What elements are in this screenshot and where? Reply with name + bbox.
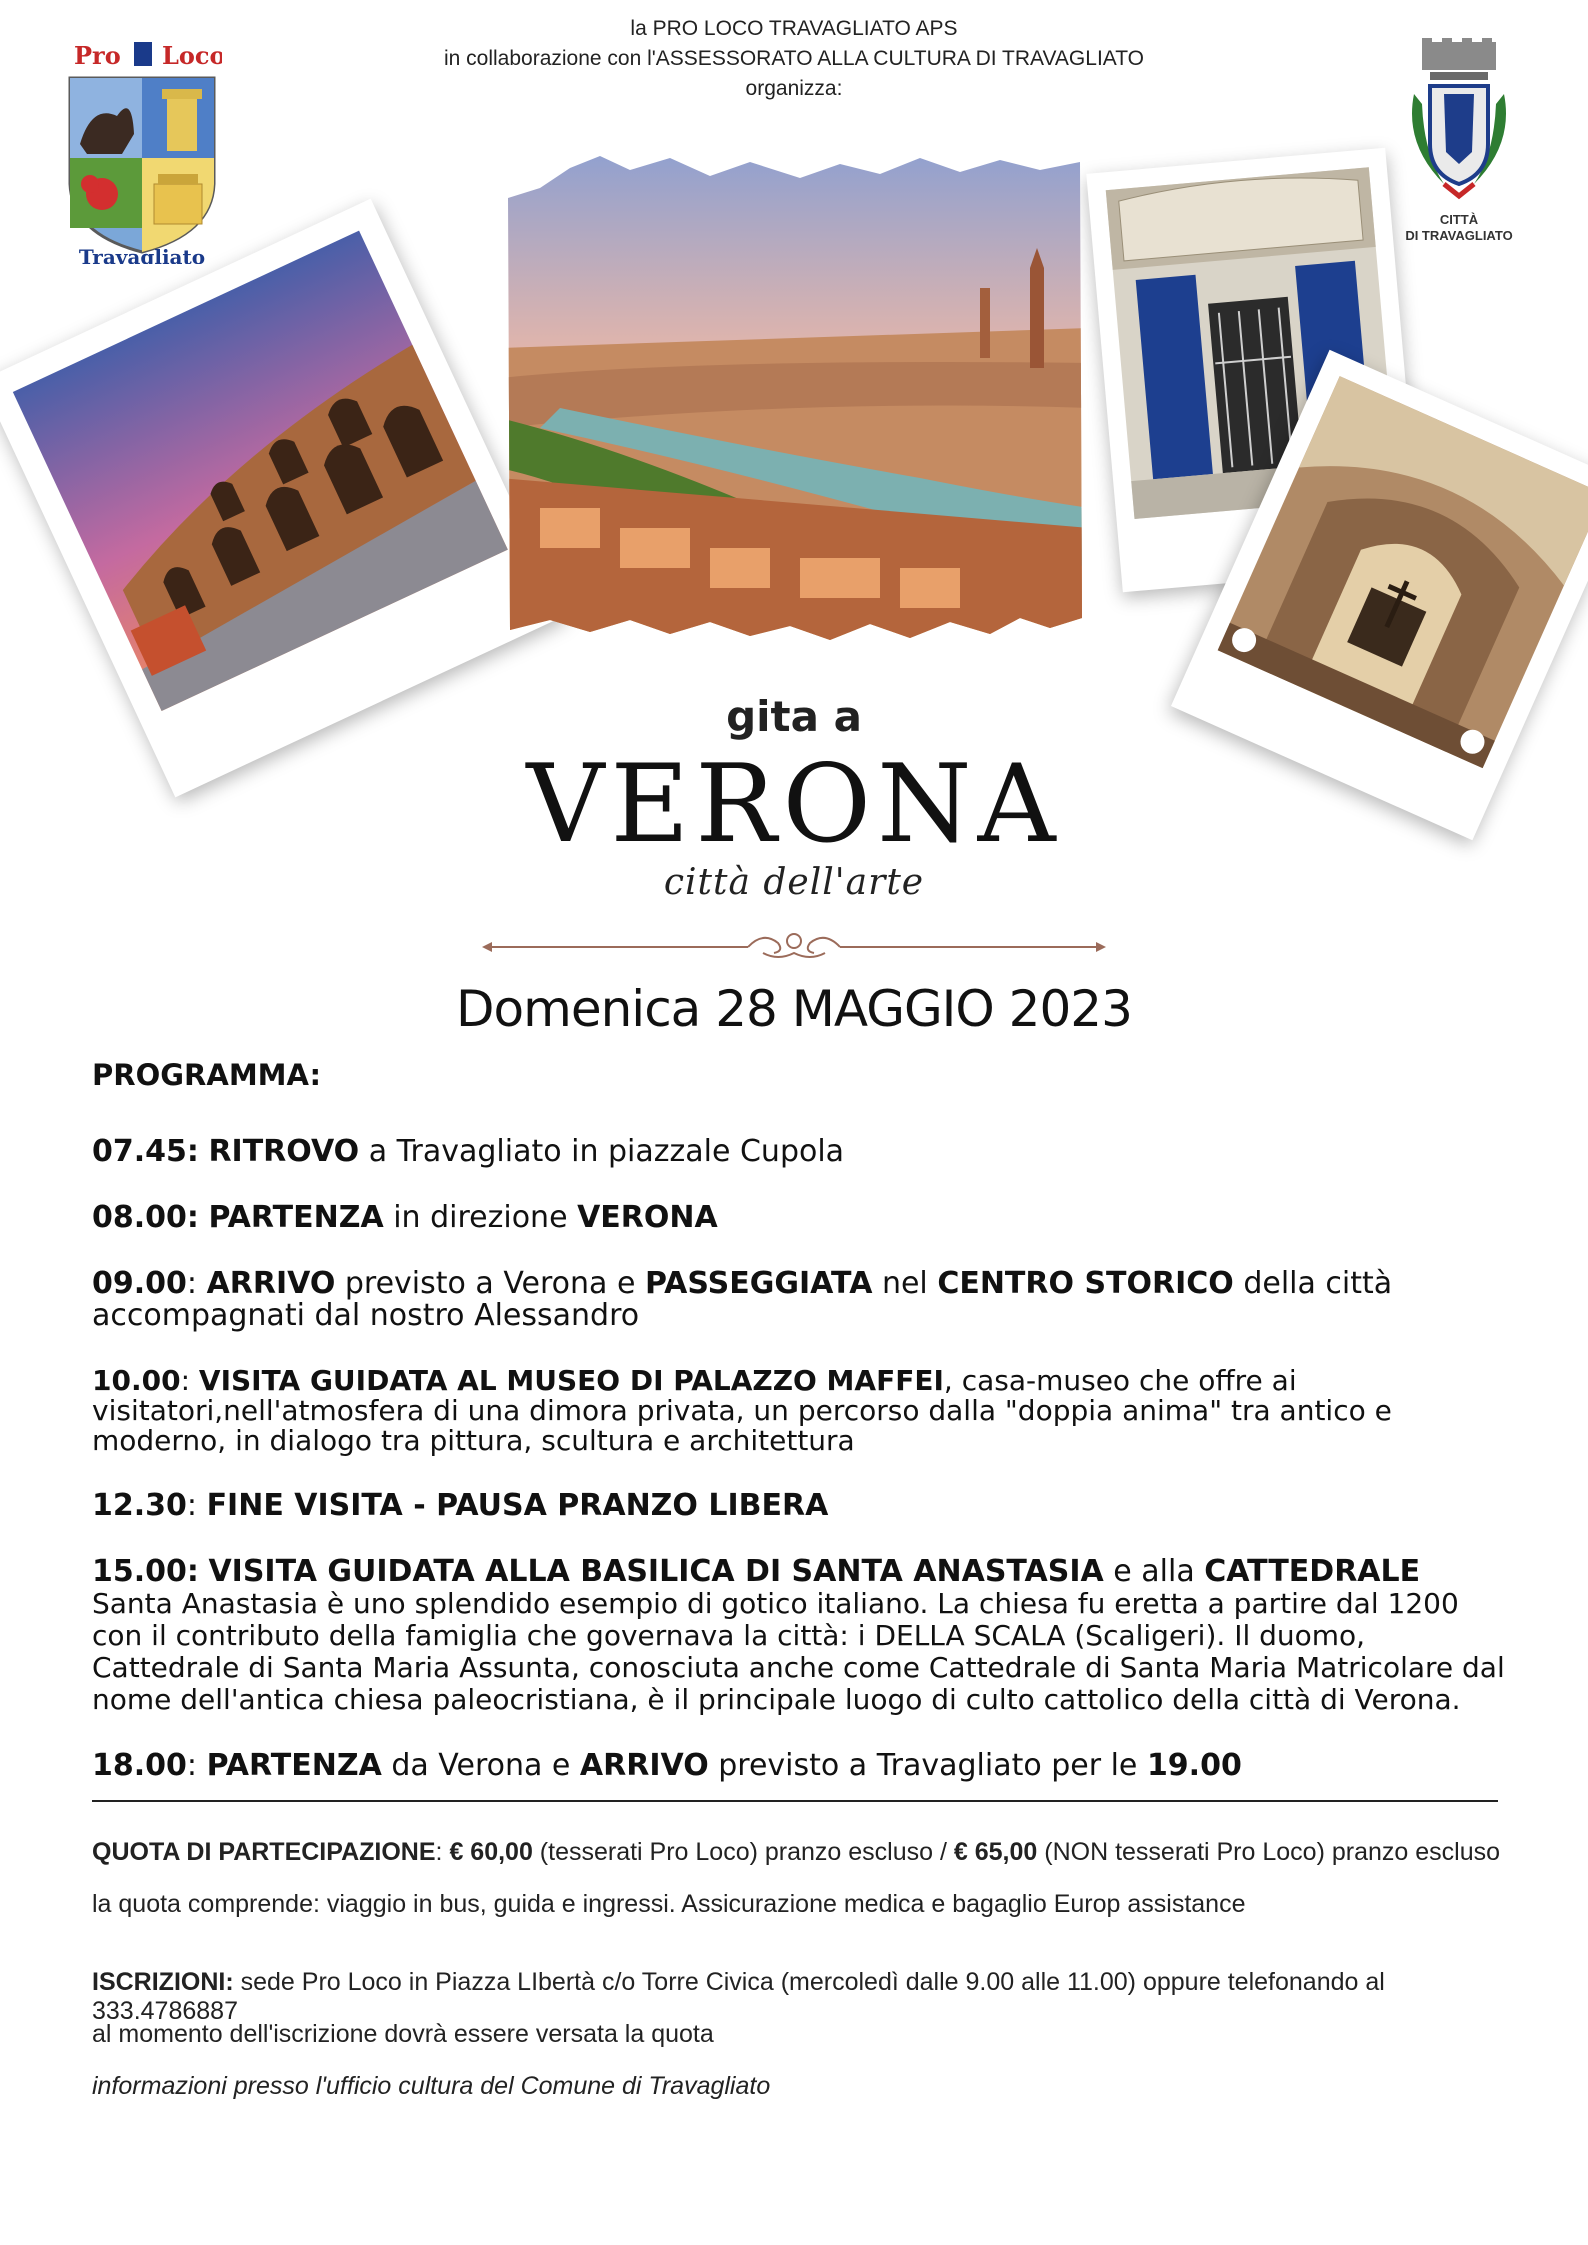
ornament-divider <box>478 925 1110 965</box>
title-pre: gita a <box>726 692 862 741</box>
program-list <box>92 1136 1512 1816</box>
program-item-partenza: 08.00: PARTENZA in direzione VERONA <box>92 1200 718 1235</box>
quota-line: QUOTA DI PARTECIPAZIONE: € 60,00 (tesserati Pro Loco) pranzo escluso / € 65,00 (NON tesserati Pro Loco) pranzo escluso <box>92 1838 1500 1866</box>
iscrizioni-line: ISCRIZIONI: sede Pro Loco in Piazza LIbertà c/o Torre Civica (mercoledì dalle 9.00 alle 11.00) oppure telefonando al 333.4786887 <box>92 1968 1385 2025</box>
program-item-palazzo-maffei: 10.00: VISITA GUIDATA AL MUSEO DI PALAZZO MAFFEI, casa-museo che offre ai visitatori,nell'atmosfera di una dimora privata, un percorso dalla "doppia anima" tra antico e moderno, in dialogo tra pittura, scultura e architettura <box>92 1364 1392 1457</box>
programma-heading: PROGRAMMA: <box>92 1058 322 1092</box>
program-item-rientro: 18.00: PARTENZA da Verona e ARRIVO previsto a Travagliato per le 19.00 <box>92 1748 1242 1783</box>
program-item-pausa-pranzo: 12.30: FINE VISITA - PAUSA PRANZO LIBERA <box>92 1488 829 1523</box>
basilica-description: Santa Anastasia è uno splendido esempio di gotico italiano. La chiesa fu eretta a partire dal 1200 con il contributo della famiglia che governava la città: i DELLA SCALA (Scaligeri). Il duomo, Cattedrale di Santa Maria Assunta, conosciuta anche come Cattedrale di Santa Maria Matricolare dal nome dell'antica chiesa paleocristiana, è il principale luogo di culto cattolico della città di Verona. <box>92 1587 1505 1716</box>
contact-note: informazioni presso l'ufficio cultura del Comune di Travagliato <box>92 2072 771 2100</box>
program-item-ritrovo: 07.45: RITROVO a Travagliato in piazzale Cupola <box>92 1134 845 1169</box>
section-divider <box>92 1800 1498 1802</box>
header-organizers <box>380 14 1208 104</box>
header-line-1: la PRO LOCO TRAVAGLIATO APS <box>630 17 958 40</box>
photo-arena-verona <box>0 199 565 798</box>
title-verona: VERONA <box>526 742 1062 867</box>
title-subtitle: città dell'arte <box>663 862 925 903</box>
quota-includes: la quota comprende: viaggio in bus, guida e ingressi. Assicurazione medica e bagaglio Europ assistance <box>92 1890 1246 1918</box>
proloco-logo-text: Travagliato <box>78 245 206 264</box>
payment-note: al momento dell'iscrizione dovrà essere versata la quota <box>92 2020 714 2048</box>
proloco-logo <box>62 34 222 264</box>
header-line-2: in collaborazione con l'ASSESSORATO ALLA CULTURA DI TRAVAGLIATO <box>443 47 1145 70</box>
svg-text:Pro: Pro <box>74 41 121 70</box>
photo-verona-panorama <box>500 148 1090 643</box>
svg-text:Loco: Loco <box>162 41 222 70</box>
event-date: Domenica 28 MAGGIO 2023 <box>456 980 1132 1038</box>
program-item-arrivo: 09.00: ARRIVO previsto a Verona e PASSEGGIATA nel CENTRO STORICO della città accompagnati dal nostro Alessandro <box>92 1266 1393 1333</box>
program-item-basilica: 15.00: VISITA GUIDATA ALLA BASILICA DI SANTA ANASTASIA e alla CATTEDRALE Santa Anastasia è uno splendido esempio di gotico italiano. La chiesa fu eretta a partire dal 1200 con il contributo della famiglia che governava la città: i DELLA SCALA (Scaligeri). Il duomo, Cattedrale di Santa Maria Assunta, conosciuta anche come Cattedrale di Santa Maria Matricolare dal nome dell'antica chiesa paleocristiana, è il principale luogo di culto cattolico della città di Verona. <box>92 1554 1505 1716</box>
header-line-3: organizza: <box>745 77 843 100</box>
citta-travagliato-label: CITTÀ DI TRAVAGLIATO <box>1405 212 1513 243</box>
